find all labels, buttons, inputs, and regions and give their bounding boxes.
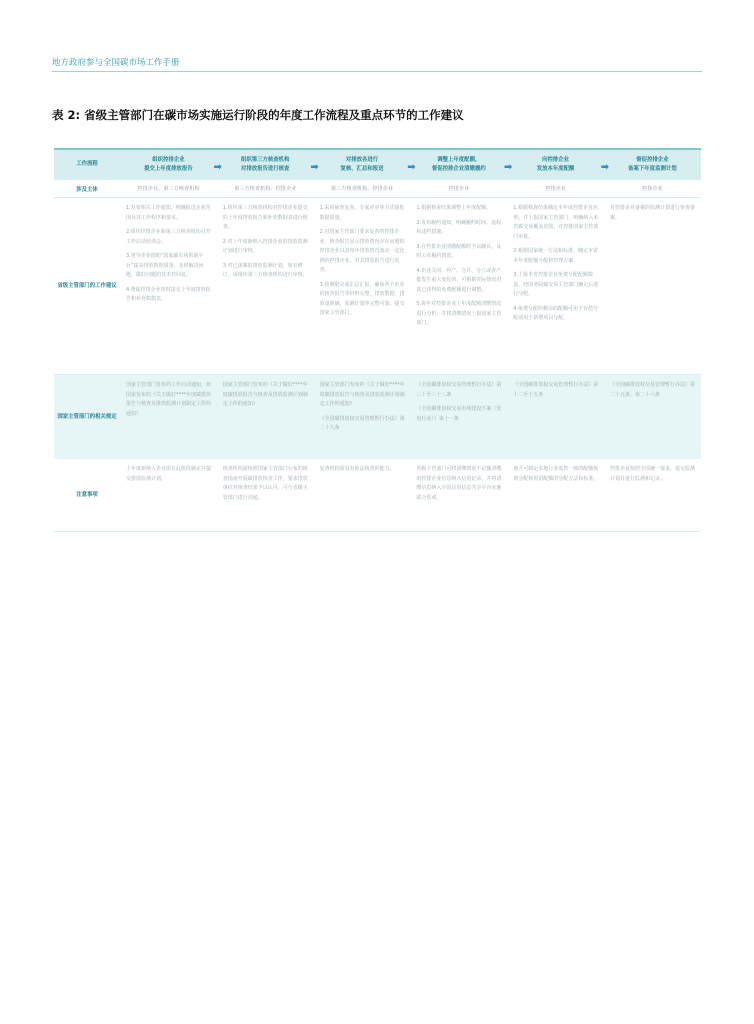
column-header-line2: 发放本年度配额 — [536, 166, 575, 172]
notes-row — [54, 459, 701, 532]
table-cell — [120, 375, 217, 459]
cell-paragraph: 1.组织第三方核查机构对控排企业提交的上年度排放报告和补充数据表进行核查。 — [222, 205, 308, 230]
table-cell: 控排企业按照全国统一要求，提交监测计划并进行监测和记录。 — [609, 466, 695, 482]
cell-paragraph: 国家主管部门发布的《关于做好****年度碳排放报告与核查及排放监测计划制定工作的通知》 — [319, 382, 405, 407]
cell-paragraph: 2.发布履约通知，明确履约时间、流程和违约措施。 — [416, 219, 502, 235]
cell-paragraph: 3.按期限完成汇总汇报，确保各个企业的核查报告等材料完整，排放数据、排放量准确，监测计划等完整可靠，提交国家主管部门。 — [319, 281, 405, 316]
cell-paragraph: 5.每年对控排企业上年度配额清缴情况进行分析，并将清缴情况上报国家主管部门。 — [416, 301, 502, 326]
column-header-line2: 提交上年度排放报告 — [144, 166, 193, 172]
table-cell — [507, 375, 604, 459]
arrow-right-icon: ➡ — [407, 161, 416, 173]
column-header — [120, 156, 222, 175]
cell-paragraph: 4.督促控排企业按时提交上年度排放报告和补充数据表。 — [126, 286, 211, 302]
table-cell: 控排企业 — [448, 186, 470, 192]
column-header-line2: 督促控排企业清缴履约 — [431, 166, 486, 172]
table-cell — [410, 198, 507, 374]
column-header — [410, 156, 513, 175]
cell-paragraph: 3.督导企业借助“国家碳市场帮助平台”提高排放数据质量，及时解决问题，做好问题的技术性回复。 — [126, 253, 204, 278]
cell-paragraph: 2.对上年度新纳入控排企业的排放监测计划进行审核。 — [222, 238, 308, 254]
column-header-line1: 组织控排企业 — [152, 156, 185, 163]
cell-paragraph: 对控排企业备案的监测计划进行审查备案。 — [609, 205, 695, 221]
workflow-table — [54, 148, 701, 532]
cell-paragraph: 4.企业关闭、停产、合并、分立或者产能发生重大变化的，可根据实际情况对其已获得的免费配额进行调整。 — [416, 267, 502, 293]
document-title: 表 2: 省级主管部门在碳市场实施运行阶段的年度工作流程及重点环节的工作建议 — [52, 108, 464, 122]
table-header-row — [54, 150, 701, 180]
cell-paragraph: 《全国碳排放权交易市场建设方案（发电行业）》第十一条 — [416, 406, 502, 422]
arrow-right-icon: ➡ — [213, 161, 222, 173]
table-cell: 上年度新纳入企业需在此阶段制定并提交排放监测计划。 — [126, 466, 212, 482]
participants-row — [54, 180, 701, 198]
cell-paragraph: 2.根据国家统一方法和标准，确定本省本年度配额分配和管理方案。 — [513, 248, 598, 264]
column-header-line2: 复核、汇总和报送 — [340, 166, 384, 172]
table-cell: 控排企业 — [545, 186, 566, 192]
table-corner-label: 工作流程 — [76, 161, 98, 168]
column-header-line1: 向控排企业 — [542, 156, 570, 163]
column-header — [604, 156, 701, 175]
cell-paragraph: 2.对国家主管部门要求复查的控排企业，核查报告显示排放情况存在问题的控排企业以及每年排放情况波动一定比例的控排企业，对其排放报告进行复查。 — [319, 229, 405, 273]
table-cell: 地方可制定本地行业监控一致的配额免费分配和预留配额的分配方法和标准。 — [513, 466, 599, 482]
regulations-row — [54, 375, 701, 459]
column-header — [314, 156, 416, 175]
column-header-line2: 备案下年度监测计划 — [628, 166, 677, 172]
cell-paragraph: 1.根据核查结果调整上年度配额。 — [416, 205, 492, 211]
cell-paragraph: 《全国碳排放权交易管理暂行办法》第十二至十五条 — [513, 382, 599, 398]
cell-paragraph: 1.根据核查结果确定本年度控排企业名单，并上报国家主管部门，明确纳入本省碳交易覆盖范围，并控排国家主管部门审批。 — [513, 205, 599, 240]
row-label: 省级主管部门的工作建议 — [57, 283, 117, 289]
table-cell: 控排企业、第三方核查机构 — [137, 186, 200, 192]
table-cell: 控排企业 — [642, 186, 663, 192]
cell-paragraph: 4.免费分配的剩余的配额可用于有偿分配或用于新增项目分配。 — [513, 305, 598, 321]
cell-paragraph: 1.采用抽查复查，专家评审等方式强化数据质量。 — [319, 205, 405, 221]
cell-paragraph: 3.在控排企业清缴配额时予以确认，及时公布履约情况。 — [416, 243, 502, 259]
column-header — [507, 156, 610, 175]
table-cell: 省级主管部门可将清缴情况不足额清缴的控排企业信息纳入信用记录，并将清缴信息纳入全国信用信息共享平台实施联合惩戒。 — [416, 466, 502, 501]
cell-paragraph: 1.发布相关工作通知，明确报送企业范围及其工作程序和要求。 — [126, 205, 211, 221]
column-header-line2: 对排放报告进行核查 — [240, 166, 290, 172]
table-cell — [314, 375, 411, 459]
header-divider — [52, 71, 702, 72]
duties-row — [54, 198, 701, 375]
column-header-line1: 对排放各进行 — [345, 156, 379, 163]
column-header — [217, 156, 319, 175]
table-cell: 核查机构需按照国家主管部门公布的核查指南开展碳排放核查工作，要求排放单位对核查结果予以认可，可与省级主管部门进行沟通。 — [222, 466, 308, 501]
cell-paragraph: 3.对已备案的排放监测计划，如有修订，需组织第三方核查机构进行审核。 — [222, 262, 308, 278]
table-cell: 第三方核查机构、控排企业 — [330, 186, 394, 192]
table-cell — [217, 375, 314, 459]
arrow-right-icon: ➡ — [310, 161, 319, 173]
cell-paragraph: 《全国碳排放权交易管理暂行办法》第二十五条、第二十六条 — [609, 382, 695, 398]
cell-paragraph: 2.组织控排企业和第三方核查机构召开工作启动培训会。 — [126, 229, 211, 245]
cell-paragraph: 国家主管部门发布的《关于做好****年度碳排放报告与核查及排放监测计划制定工作的通知》 — [222, 382, 308, 407]
cell-paragraph: 《全国碳排放权交易管理暂行办法》第三十至三十三条 — [416, 382, 502, 398]
table-cell: 复查机构需具有依法核查的能力。 — [319, 466, 395, 472]
header-title: 地方政府参与全国碳市场工作手册 — [52, 58, 180, 68]
table-cell — [604, 198, 701, 374]
row-label: 涉及主体 — [76, 186, 98, 193]
column-header-line1: 组织第三方核查机构 — [240, 156, 290, 163]
row-label: 国家主管部门的相关规定 — [54, 375, 120, 459]
table-cell: 第三方核查机构、控排企业 — [234, 186, 297, 192]
column-header-line1: 调整上年度配额， — [437, 156, 481, 163]
column-header-line1: 督促控排企业 — [636, 156, 669, 163]
table-cell — [314, 198, 411, 374]
table-cell — [120, 198, 217, 374]
cell-paragraph: 3.上报本省控排企业免费分配配额数量，经国务院碳交易主管部门确定后进行分配。 — [513, 272, 599, 297]
table-cell — [410, 375, 507, 459]
table-cell — [604, 375, 701, 459]
row-label: 注意事项 — [76, 492, 98, 498]
table-cell — [507, 198, 604, 374]
cell-paragraph: 国家主管部门发布的工作启动通知，如国家发布的《关于做好****年度碳排放报告与核查及排放监测计划制定工作的通知》 — [126, 382, 212, 417]
cell-paragraph: 《全国碳排放权交易管理暂行办法》第二十九条 — [319, 415, 405, 431]
arrow-right-icon: ➡ — [503, 161, 513, 173]
table-cell — [217, 198, 314, 374]
arrow-right-icon: ➡ — [600, 161, 610, 173]
